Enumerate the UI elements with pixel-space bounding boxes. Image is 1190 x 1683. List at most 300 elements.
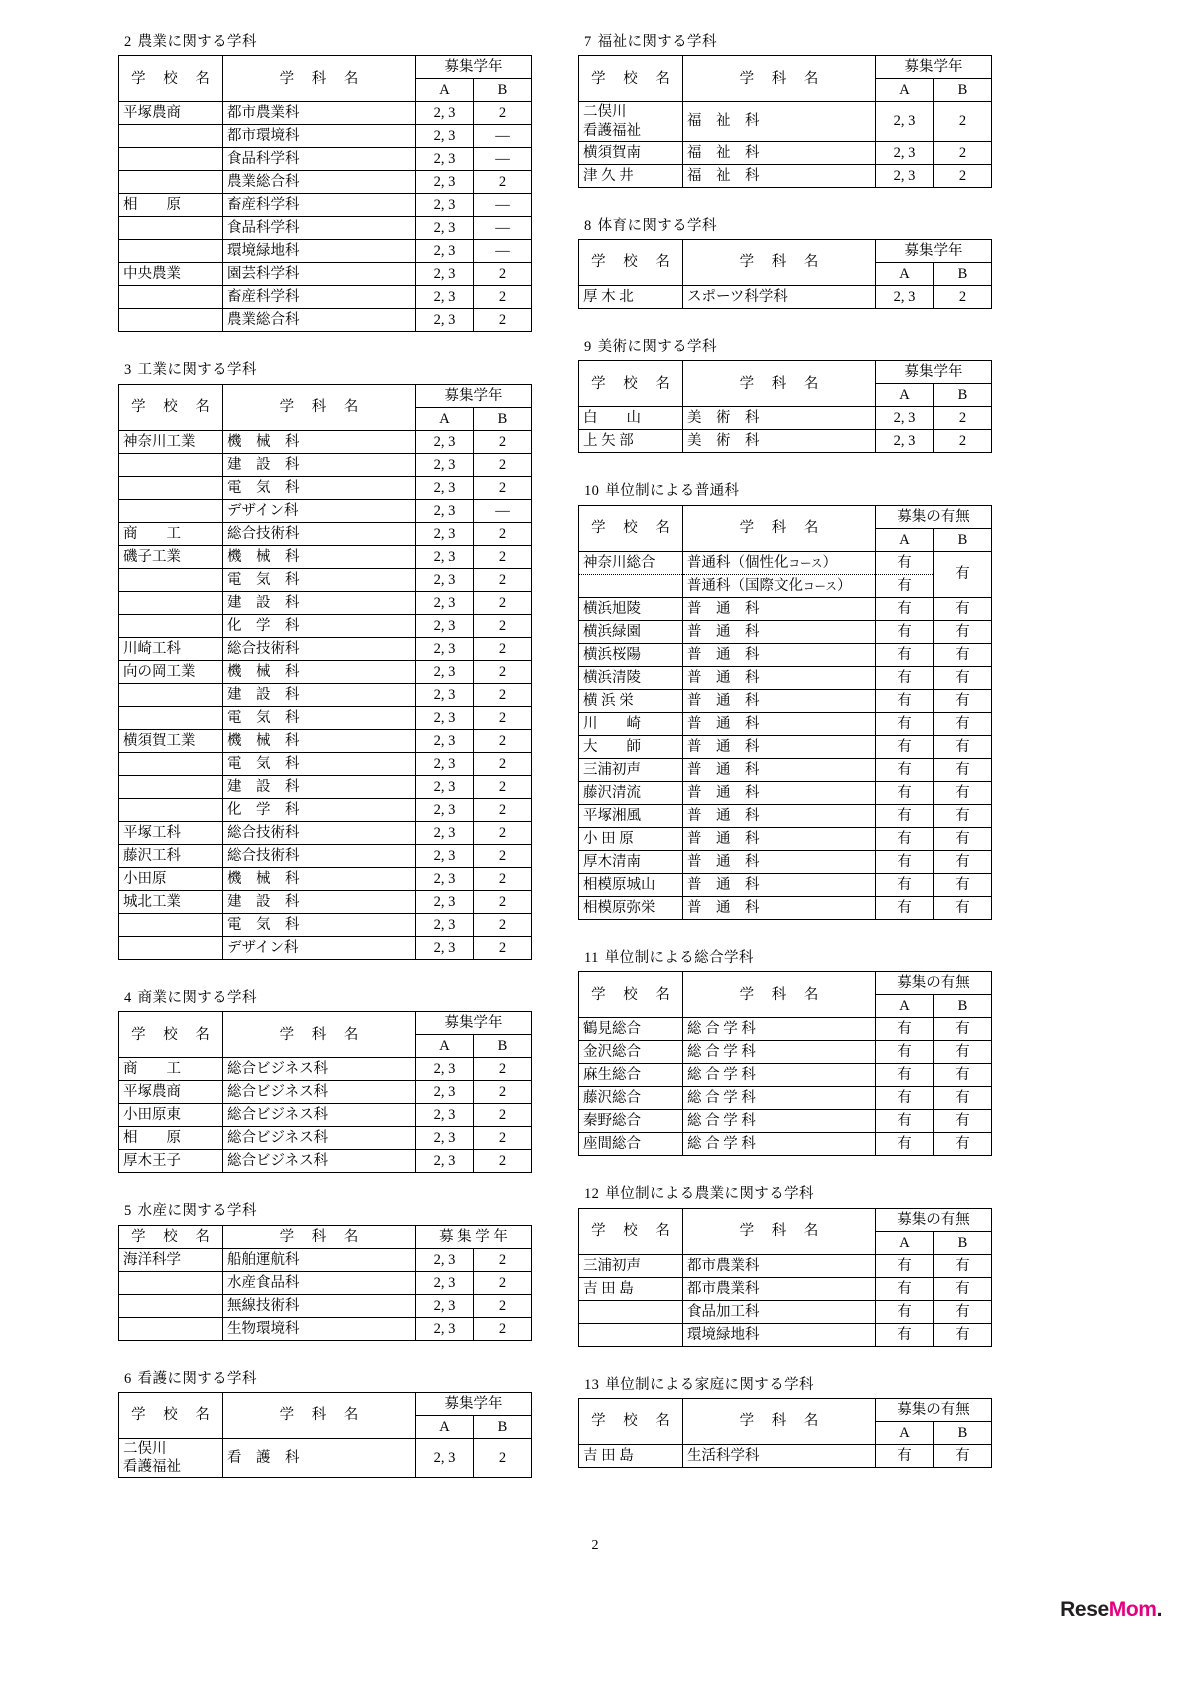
section-number: 12 — [584, 1186, 600, 1203]
cell-value-a: 有 — [876, 1300, 934, 1323]
cell-course-name: 普 通 科 — [683, 827, 876, 850]
cell-value-a: 2, 3 — [416, 591, 474, 614]
cell-school-name: 三浦初声 — [579, 758, 683, 781]
cell-course-name: 農業総合科 — [223, 171, 416, 194]
table-row — [579, 1110, 992, 1133]
cell-value-b: 2 — [474, 844, 532, 867]
table-header-row — [119, 56, 532, 79]
cell-course-name: 都市農業科 — [683, 1277, 876, 1300]
table-header-row — [579, 1208, 992, 1231]
cell-value-a: 2, 3 — [416, 867, 474, 890]
cell-value-a: 2, 3 — [416, 1271, 474, 1294]
cell-value-b: 有 — [934, 1041, 992, 1064]
header-course-name: 学 科 名 — [683, 56, 876, 102]
section-title-9 — [584, 339, 998, 356]
cell-value-b: — — [474, 148, 532, 171]
cell-school-name: 吉 田 島 — [579, 1444, 683, 1467]
cell-value-a: 2, 3 — [876, 407, 934, 430]
cell-value-a: 2, 3 — [416, 706, 474, 729]
cell-value-b: 有 — [934, 1087, 992, 1110]
cell-school-name: 城北工業 — [119, 890, 223, 913]
cell-value-a: 2, 3 — [876, 102, 934, 141]
cell-value-a: 2, 3 — [416, 522, 474, 545]
table-section-9 — [578, 360, 992, 453]
cell-course-name: 総 合 学 科 — [683, 1133, 876, 1156]
cell-value-b: 2 — [474, 171, 532, 194]
cell-course-name: 建 設 科 — [223, 453, 416, 476]
cell-value-a: 有 — [876, 643, 934, 666]
cell-course-name: 機 械 科 — [223, 867, 416, 890]
cell-course-name: 総 合 学 科 — [683, 1087, 876, 1110]
cell-value-b: 2 — [474, 729, 532, 752]
table-section-8 — [578, 239, 992, 309]
cell-school-name: 上 矢 部 — [579, 430, 683, 453]
cell-value-a: 2, 3 — [416, 1104, 474, 1127]
cell-course-name: 食品加工科 — [683, 1300, 876, 1323]
table-row — [579, 643, 992, 666]
cell-school-name: 神奈川総合 — [579, 551, 683, 574]
section-7 — [578, 34, 998, 218]
cell-value-b: 有 — [934, 597, 992, 620]
cell-course-name: 都市農業科 — [223, 102, 416, 125]
header-column-a: A — [876, 263, 934, 286]
cell-school-name: 相 原 — [119, 194, 223, 217]
cell-school-name: 厚木王子 — [119, 1150, 223, 1173]
header-column-a: A — [876, 384, 934, 407]
cell-value-a: 有 — [876, 781, 934, 804]
table-row — [579, 1444, 992, 1467]
cell-school-name: 相模原城山 — [579, 873, 683, 896]
table-row — [119, 286, 532, 309]
cell-school-name — [579, 1323, 683, 1346]
table-row — [119, 568, 532, 591]
section-number: 4 — [124, 989, 132, 1006]
cell-course-name: 普 通 科 — [683, 666, 876, 689]
cell-school-name: 白 山 — [579, 407, 683, 430]
header-course-name: 学 科 名 — [683, 1208, 876, 1254]
table-row — [579, 873, 992, 896]
cell-course-name: 美 術 科 — [683, 430, 876, 453]
section-title-text: 体育に関する学科 — [597, 217, 717, 234]
cell-school-name: 川崎工科 — [119, 637, 223, 660]
cell-value-b: 有 — [934, 1064, 992, 1087]
cell-value-b: 2 — [474, 545, 532, 568]
cell-course-name: 生物環境科 — [223, 1317, 416, 1340]
cell-value-a: 2, 3 — [416, 194, 474, 217]
cell-course-name: 無線技術科 — [223, 1294, 416, 1317]
section-10 — [578, 483, 998, 949]
table-row — [119, 171, 532, 194]
cell-school-name: 小 田 原 — [579, 827, 683, 850]
right-column — [578, 34, 998, 1498]
cell-value-a: 2, 3 — [876, 286, 934, 309]
table-header-row — [579, 361, 992, 384]
header-group: 募集学年 — [416, 384, 532, 407]
cell-course-name: 普 通 科 — [683, 873, 876, 896]
cell-value-a: 有 — [876, 551, 934, 574]
cell-school-name: 海洋科学 — [119, 1248, 223, 1271]
section-spacer — [118, 1173, 538, 1203]
header-group: 募集学年 — [876, 240, 992, 263]
header-course-name: 学 科 名 — [683, 1398, 876, 1444]
section-title-text: 単位制による家庭に関する学科 — [605, 1376, 814, 1393]
cell-course-name: 都市環境科 — [223, 125, 416, 148]
header-column-a: A — [876, 528, 934, 551]
cell-value-b: 有 — [934, 1133, 992, 1156]
cell-value-b: 有 — [934, 551, 992, 597]
cell-value-b: 2 — [934, 141, 992, 164]
header-group: 募集の有無 — [876, 972, 992, 995]
cell-value-b: 有 — [934, 804, 992, 827]
table-row — [579, 712, 992, 735]
table-row — [579, 1018, 992, 1041]
section-title-13 — [584, 1377, 998, 1394]
cell-school-name — [119, 752, 223, 775]
table-section-6 — [118, 1392, 532, 1478]
table-row — [579, 1323, 992, 1346]
cell-school-name: 二俣川 看護福祉 — [579, 102, 683, 141]
cell-value-b: 2 — [474, 660, 532, 683]
cell-course-name: 機 械 科 — [223, 660, 416, 683]
section-13 — [578, 1377, 998, 1498]
cell-school-name: 秦野総合 — [579, 1110, 683, 1133]
cell-value-a: 有 — [876, 1087, 934, 1110]
left-column — [118, 34, 538, 1508]
cell-value-a: 2, 3 — [416, 171, 474, 194]
header-school-name: 学 校 名 — [579, 240, 683, 286]
table-row — [119, 476, 532, 499]
header-course-name: 学 科 名 — [223, 56, 416, 102]
cell-value-a: 有 — [876, 827, 934, 850]
cell-school-name: 商 工 — [119, 1058, 223, 1081]
cell-course-name: 水産食品科 — [223, 1271, 416, 1294]
course-kana-suffix: コース — [788, 557, 823, 570]
section-number: 2 — [124, 34, 132, 50]
cell-course-name: 総 合 学 科 — [683, 1110, 876, 1133]
table-row — [119, 430, 532, 453]
cell-value-a: 2, 3 — [416, 844, 474, 867]
cell-course-name: 普 通 科 — [683, 712, 876, 735]
header-school-name: 学 校 名 — [579, 1398, 683, 1444]
cell-course-name: 化 学 科 — [223, 798, 416, 821]
table-header-row — [119, 1392, 532, 1415]
table-row — [579, 1277, 992, 1300]
cell-value-a: 2, 3 — [416, 1248, 474, 1271]
cell-value-a: 2, 3 — [876, 141, 934, 164]
header-course-name: 学 科 名 — [223, 1012, 416, 1058]
cell-value-b: 有 — [934, 643, 992, 666]
header-school-name: 学 校 名 — [579, 972, 683, 1018]
section-title-text: 水産に関する学科 — [137, 1203, 257, 1220]
header-school-name: 学 校 名 — [579, 1208, 683, 1254]
section-title-text: 美術に関する学科 — [597, 339, 717, 356]
section-title-text: 単位制による総合学科 — [604, 949, 754, 966]
table-row — [579, 551, 992, 574]
cell-value-a: 2, 3 — [416, 1294, 474, 1317]
cell-course-name: 電 気 科 — [223, 706, 416, 729]
cell-course-name: 都市農業科 — [683, 1254, 876, 1277]
cell-value-b: 有 — [934, 1300, 992, 1323]
section-spacer — [578, 453, 998, 483]
cell-course-name: 建 設 科 — [223, 890, 416, 913]
header-group: 募集学年 — [876, 56, 992, 79]
cell-school-name — [119, 286, 223, 309]
cell-course-name: 食品科学科 — [223, 148, 416, 171]
cell-value-a: 2, 3 — [416, 660, 474, 683]
cell-school-name — [119, 1317, 223, 1340]
cell-value-b: 有 — [934, 1444, 992, 1467]
header-group: 募集学年 — [416, 1012, 532, 1035]
cell-school-name — [119, 476, 223, 499]
cell-value-a: 2, 3 — [416, 148, 474, 171]
section-number: 10 — [584, 483, 600, 500]
header-column-b: B — [934, 995, 992, 1018]
table-row — [119, 1294, 532, 1317]
cell-school-name: 金沢総合 — [579, 1041, 683, 1064]
section-title-7 — [584, 34, 998, 51]
cell-school-name: 磯子工業 — [119, 545, 223, 568]
cell-course-name: 電 気 科 — [223, 913, 416, 936]
cell-value-a: 2, 3 — [416, 936, 474, 959]
table-section-5 — [118, 1225, 532, 1341]
table-row — [119, 148, 532, 171]
table-row — [579, 141, 992, 164]
cell-course-name: 総合ビジネス科 — [223, 1150, 416, 1173]
table-row — [119, 660, 532, 683]
table-section-2 — [118, 55, 532, 332]
section-11 — [578, 950, 998, 1186]
cell-value-a: 2, 3 — [416, 499, 474, 522]
cell-course-name: 福 祉 科 — [683, 141, 876, 164]
cell-value-b: 2 — [474, 752, 532, 775]
cell-course-name: 船舶運航科 — [223, 1248, 416, 1271]
table-row — [119, 637, 532, 660]
section-number: 11 — [584, 949, 599, 966]
cell-course-name: 機 械 科 — [223, 729, 416, 752]
cell-course-name: 畜産科学科 — [223, 194, 416, 217]
table-row — [119, 890, 532, 913]
cell-value-a: 有 — [876, 689, 934, 712]
section-spacer — [578, 920, 998, 950]
cell-value-a: 有 — [876, 896, 934, 919]
table-row — [119, 1248, 532, 1271]
cell-value-a: 有 — [876, 666, 934, 689]
cell-value-b: 2 — [474, 1438, 532, 1477]
cell-course-name: 総 合 学 科 — [683, 1018, 876, 1041]
table-row — [579, 1254, 992, 1277]
section-title-text: 単位制による農業に関する学科 — [605, 1186, 814, 1203]
cell-course-name: 建 設 科 — [223, 591, 416, 614]
cell-value-a: 有 — [876, 1133, 934, 1156]
table-row — [119, 867, 532, 890]
cell-value-a: 有 — [876, 1254, 934, 1277]
cell-value-a: 有 — [876, 804, 934, 827]
table-row — [119, 798, 532, 821]
cell-course-name: 普通科（個性化コース） — [683, 551, 876, 574]
table-header-row — [119, 1012, 532, 1035]
cell-value-b: 2 — [474, 1104, 532, 1127]
section-spacer — [578, 309, 998, 339]
table-row — [119, 1438, 532, 1477]
cell-course-name: 電 気 科 — [223, 476, 416, 499]
cell-value-b: 有 — [934, 689, 992, 712]
section-title-text: 工業に関する学科 — [137, 362, 257, 379]
cell-value-b: 有 — [934, 620, 992, 643]
header-school-name: 学 校 名 — [119, 384, 223, 430]
cell-school-name — [119, 309, 223, 332]
section-6 — [118, 1371, 538, 1509]
table-row — [119, 522, 532, 545]
table-row — [119, 125, 532, 148]
cell-value-a: 2, 3 — [416, 240, 474, 263]
table-row — [119, 1081, 532, 1104]
cell-value-b: 有 — [934, 873, 992, 896]
cell-value-a: 2, 3 — [416, 890, 474, 913]
cell-course-name: 美 術 科 — [683, 407, 876, 430]
cell-value-b: 2 — [474, 775, 532, 798]
header-column-b: B — [474, 1035, 532, 1058]
cell-school-name — [119, 1294, 223, 1317]
section-title-text: 商業に関する学科 — [137, 989, 257, 1006]
cell-course-name: 福 祉 科 — [683, 102, 876, 141]
cell-value-b: 2 — [474, 102, 532, 125]
cell-value-b: 2 — [474, 286, 532, 309]
cell-school-name: 川 崎 — [579, 712, 683, 735]
cell-school-name: 平塚農商 — [119, 1081, 223, 1104]
header-column-b: B — [474, 1415, 532, 1438]
cell-school-name: 二俣川 看護福祉 — [119, 1438, 223, 1477]
section-title-8 — [584, 218, 998, 235]
cell-school-name — [119, 614, 223, 637]
cell-course-name: 総 合 学 科 — [683, 1064, 876, 1087]
cell-school-name — [119, 936, 223, 959]
table-section-12 — [578, 1208, 992, 1347]
cell-course-name: 総合ビジネス科 — [223, 1127, 416, 1150]
header-group: 募集学年 — [416, 1392, 532, 1415]
logo-part-dot: . — [1156, 1598, 1162, 1621]
section-spacer — [578, 1156, 998, 1186]
cell-course-name: 食品科学科 — [223, 217, 416, 240]
table-row — [579, 574, 992, 597]
cell-value-b: 2 — [474, 263, 532, 286]
header-column-a: A — [416, 79, 474, 102]
table-row — [579, 758, 992, 781]
table-header-row — [579, 1398, 992, 1421]
cell-value-b: 2 — [934, 164, 992, 187]
cell-value-a: 2, 3 — [416, 125, 474, 148]
cell-school-name: 横浜桜陽 — [579, 643, 683, 666]
header-column-b: B — [934, 1231, 992, 1254]
table-row — [579, 597, 992, 620]
header-column-b: B — [474, 407, 532, 430]
cell-course-name: デザイン科 — [223, 936, 416, 959]
cell-school-name: 鶴見総合 — [579, 1018, 683, 1041]
cell-value-a: 2, 3 — [416, 1438, 474, 1477]
cell-course-name: 総合技術科 — [223, 522, 416, 545]
cell-school-name — [119, 1271, 223, 1294]
header-school-name: 学 校 名 — [119, 56, 223, 102]
cell-course-name: 総合技術科 — [223, 844, 416, 867]
table-row — [579, 1064, 992, 1087]
header-group: 募集学年 — [416, 56, 532, 79]
cell-value-a: 有 — [876, 873, 934, 896]
section-9 — [578, 339, 998, 483]
cell-school-name: 藤沢総合 — [579, 1087, 683, 1110]
cell-course-name: 看 護 科 — [223, 1438, 416, 1477]
header-group: 募集の有無 — [876, 1398, 992, 1421]
table-header-row — [579, 56, 992, 79]
cell-value-b: 2 — [474, 1317, 532, 1340]
table-row — [579, 1041, 992, 1064]
header-column-b: B — [934, 384, 992, 407]
cell-value-b: 有 — [934, 758, 992, 781]
cell-value-b: 2 — [474, 1081, 532, 1104]
cell-school-name: 向の岡工業 — [119, 660, 223, 683]
table-header-row — [119, 384, 532, 407]
table-section-7 — [578, 55, 992, 187]
cell-value-a: 有 — [876, 758, 934, 781]
cell-value-a: 2, 3 — [416, 568, 474, 591]
cell-value-b: 有 — [934, 1323, 992, 1346]
header-school-name: 学 校 名 — [119, 1225, 223, 1248]
cell-value-b: 2 — [474, 798, 532, 821]
section-spacer — [118, 332, 538, 362]
header-column-b: B — [934, 1421, 992, 1444]
cell-value-a: 2, 3 — [416, 752, 474, 775]
cell-school-name — [119, 913, 223, 936]
table-row — [579, 164, 992, 187]
table-row — [119, 240, 532, 263]
cell-course-name: 機 械 科 — [223, 430, 416, 453]
cell-course-name: 総合ビジネス科 — [223, 1081, 416, 1104]
header-grade-group: 募 集 学 年 — [416, 1225, 532, 1248]
cell-school-name: 吉 田 島 — [579, 1277, 683, 1300]
header-column-b: B — [934, 79, 992, 102]
cell-value-a: 有 — [876, 1110, 934, 1133]
table-row — [119, 453, 532, 476]
table-row — [579, 804, 992, 827]
resemom-logo — [1060, 1598, 1162, 1622]
cell-school-name — [119, 125, 223, 148]
cell-course-name: 畜産科学科 — [223, 286, 416, 309]
cell-school-name: 藤沢工科 — [119, 844, 223, 867]
cell-value-b: 2 — [474, 1150, 532, 1173]
cell-value-b: 有 — [934, 1277, 992, 1300]
cell-course-name: 普 通 科 — [683, 850, 876, 873]
cell-school-name: 横 浜 栄 — [579, 689, 683, 712]
section-title-2 — [124, 34, 538, 51]
table-row — [119, 775, 532, 798]
section-8 — [578, 218, 998, 339]
cell-value-b: 2 — [474, 522, 532, 545]
cell-course-name: 化 学 科 — [223, 614, 416, 637]
table-section-4 — [118, 1011, 532, 1173]
cell-course-name: 園芸科学科 — [223, 263, 416, 286]
cell-course-name: 生活科学科 — [683, 1444, 876, 1467]
cell-value-b: 2 — [474, 867, 532, 890]
section-spacer — [118, 960, 538, 990]
cell-course-name: 普 通 科 — [683, 804, 876, 827]
section-title-4 — [124, 990, 538, 1007]
cell-value-a: 有 — [876, 1444, 934, 1467]
cell-value-b: 有 — [934, 781, 992, 804]
cell-course-name: スポーツ科学科 — [683, 286, 876, 309]
cell-value-a: 2, 3 — [416, 430, 474, 453]
table-row — [119, 1271, 532, 1294]
table-row — [119, 614, 532, 637]
header-column-a: A — [416, 1035, 474, 1058]
cell-value-b: 2 — [474, 706, 532, 729]
